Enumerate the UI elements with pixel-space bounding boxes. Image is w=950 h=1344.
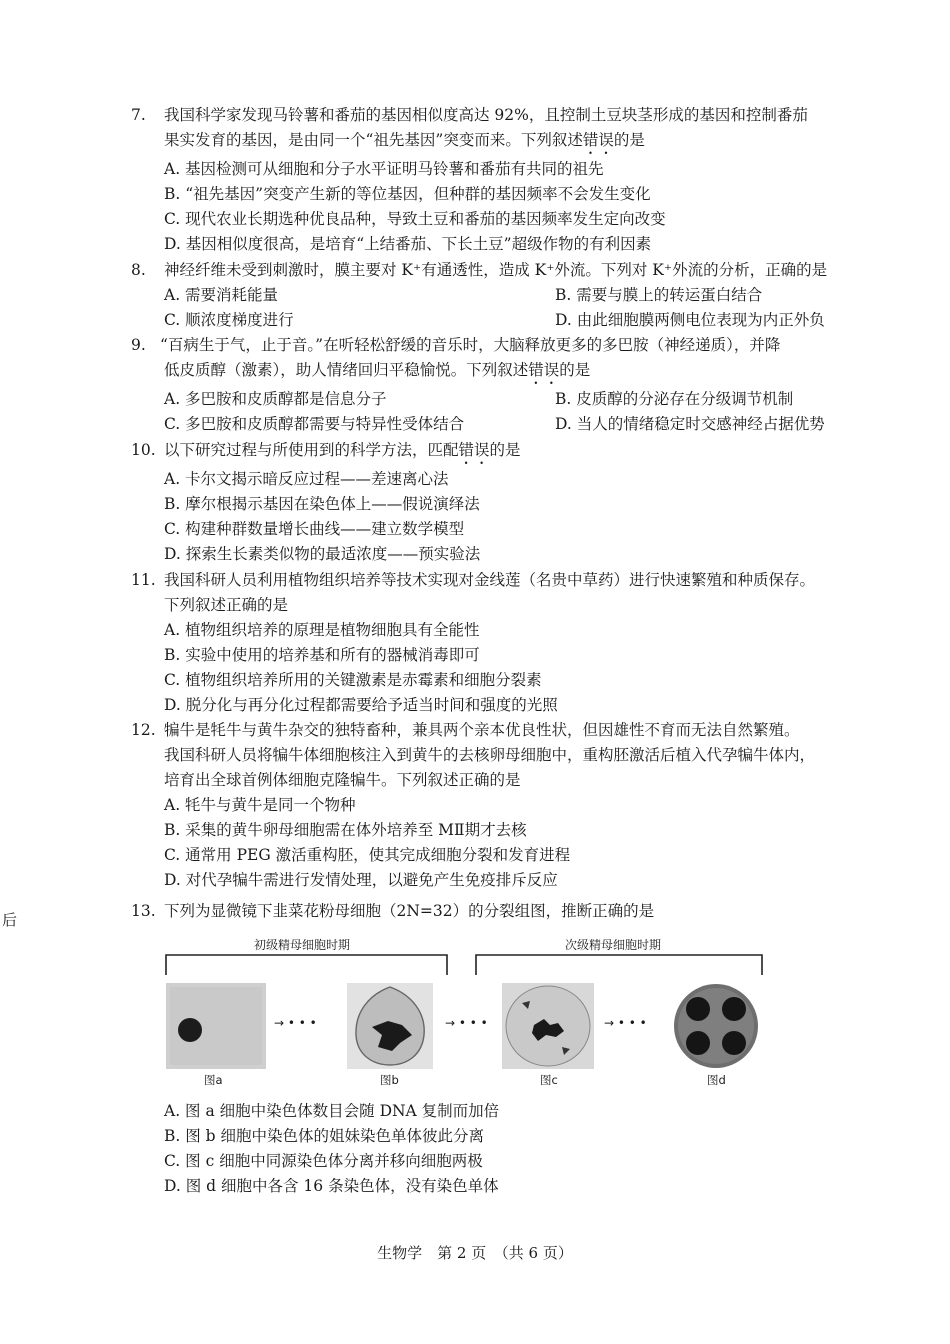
question-stem-line xyxy=(164,438,521,468)
emphasis-text: 错误 xyxy=(582,131,614,149)
option-b: B. 图 b 细胞中染色体的姐妹染色单体彼此分离 xyxy=(164,1127,485,1145)
option-d: D. 当人的情绪稳定时交感神经占据优势 xyxy=(555,415,825,433)
stem-text: 以下研究过程与所使用到的科学方法，匹配 xyxy=(164,441,459,459)
question-stem-line: 我国科研人员将犏牛体细胞核注入到黄牛的去核卵母细胞中，重构胚激活后植入代孕犏牛体内， xyxy=(164,746,816,764)
question-number: 8. xyxy=(131,261,146,279)
nucleus-d1 xyxy=(686,997,710,1021)
question-number: 12. xyxy=(131,721,156,739)
question-stem-line: 犏牛是牦牛与黄牛杂交的独特畜种，兼具两个亲本优良性状，但因雄性不育而无法自然繁殖。 xyxy=(164,721,800,739)
option-d: D. 探索生长素类似物的最适浓度——预实验法 xyxy=(164,545,481,563)
question-stem-line: “百病生于气，止于音。”在听轻松舒缓的音乐时，大脑释放更多的多巴胺（神经递质），并降 xyxy=(160,336,781,354)
option-c: C. 构建种群数量增长曲线——建立数学模型 xyxy=(164,520,465,538)
option-b: B. 采集的黄牛卵母细胞需在体外培养至 MⅡ期才去核 xyxy=(164,821,527,839)
option-a: A. 图 a 细胞中染色体数目会随 DNA 复制而加倍 xyxy=(164,1102,500,1120)
option-d: D. 基因相似度很高，是培育“上结番茄、下长土豆”超级作物的有利因素 xyxy=(164,235,652,253)
arrow-ellipsis: → • • • xyxy=(604,1016,647,1030)
question-stem-line: 我国科研人员利用植物组织培养等技术实现对金线莲（名贵中草药）进行快速繁殖和种质保存。 xyxy=(164,571,816,589)
option-a: A. 多巴胺和皮质醇都是信息分子 xyxy=(164,390,387,408)
stem-tail: 的是 xyxy=(613,131,645,149)
bracket-secondary xyxy=(476,955,762,975)
emphasis-text: 错误 xyxy=(528,361,560,379)
stem-tail: 的是 xyxy=(489,441,521,459)
stem-text: 果实发育的基因，是由同一个“祖先基因”突变而来。下列叙述 xyxy=(164,131,583,149)
figure-label-a: 图a xyxy=(204,1073,223,1087)
emphasis-text: 错误 xyxy=(458,441,490,459)
question-stem-line: 神经纤维未受到刺激时，膜主要对 K⁺有通透性，造成 K⁺外流。下列对 K⁺外流的分析，正确的是 xyxy=(164,261,828,279)
option-b: B. 摩尔根揭示基因在染色体上——假说演绎法 xyxy=(164,495,480,513)
option-d: D. 对代孕犏牛需进行发情处理，以避免产生免疫排斥反应 xyxy=(164,871,558,889)
option-c: C. 图 c 细胞中同源染色体分离并移向细胞两极 xyxy=(164,1152,483,1170)
nucleus-d2 xyxy=(722,997,746,1021)
option-d: D. 由此细胞膜两侧电位表现为内正外负 xyxy=(555,311,825,329)
page-footer: 生物学 第 2 页 （共 6 页） xyxy=(377,1244,573,1262)
meiosis-figure xyxy=(150,935,790,1090)
question-number: 11. xyxy=(131,571,156,589)
question-number: 10. xyxy=(131,441,156,459)
option-b: B. 需要与膜上的转运蛋白结合 xyxy=(555,286,763,304)
question-stem-line: 培育出全球首例体细胞克隆犏牛。下列叙述正确的是 xyxy=(164,771,521,789)
stem-tail: 的是 xyxy=(559,361,591,379)
margin-character: 后 xyxy=(2,911,18,929)
question-number: 13. xyxy=(131,902,156,920)
phase-label-secondary: 次级精母细胞时期 xyxy=(565,938,662,952)
figure-label-d: 图d xyxy=(707,1073,726,1087)
option-b: B. “祖先基因”突变产生新的等位基因，但种群的基因频率不会发生变化 xyxy=(164,185,651,203)
nucleus-d3 xyxy=(686,1031,710,1055)
bracket-primary xyxy=(166,955,447,975)
nucleus-d4 xyxy=(722,1031,746,1055)
question-stem-line: 下列叙述正确的是 xyxy=(164,596,289,614)
figure-graphics xyxy=(150,935,790,1090)
arrow-ellipsis: → • • • xyxy=(445,1016,488,1030)
option-a: A. 卡尔文揭示暗反应过程——差速离心法 xyxy=(164,470,449,488)
figure-label-b: 图b xyxy=(380,1073,399,1087)
nucleus-a xyxy=(178,1018,202,1042)
stem-text: 低皮质醇（激素），助人情绪回归平稳愉悦。下列叙述 xyxy=(164,361,529,379)
option-d: D. 图 d 细胞中各含 16 条染色体，没有染色单体 xyxy=(164,1177,499,1195)
option-c: C. 通常用 PEG 激活重构胚，使其完成细胞分裂和发育进程 xyxy=(164,846,571,864)
question-number: 9. xyxy=(131,336,146,354)
option-a: A. 基因检测可从细胞和分子水平证明马铃薯和番茄有共同的祖先 xyxy=(164,160,604,178)
arrow-ellipsis: → • • • xyxy=(274,1016,317,1030)
question-stem-line xyxy=(164,358,590,388)
option-b: B. 实验中使用的培养基和所有的器械消毒即可 xyxy=(164,646,480,664)
option-b: B. 皮质醇的分泌存在分级调节机制 xyxy=(555,390,794,408)
option-a: A. 需要消耗能量 xyxy=(164,286,279,304)
option-d: D. 脱分化与再分化过程都需要给予适当时间和强度的光照 xyxy=(164,696,558,714)
figure-label-c: 图c xyxy=(540,1073,558,1087)
option-a: A. 植物组织培养的原理是植物细胞具有全能性 xyxy=(164,621,480,639)
question-stem-line xyxy=(164,128,645,158)
option-c: C. 植物组织培养所用的关键激素是赤霉素和细胞分裂素 xyxy=(164,671,542,689)
question-stem-line: 下列为显微镜下韭菜花粉母细胞（2N=32）的分裂组图，推断正确的是 xyxy=(164,902,655,920)
option-c: C. 顺浓度梯度进行 xyxy=(164,311,294,329)
option-c: C. 现代农业长期选种优良品种，导致土豆和番茄的基因频率发生定向改变 xyxy=(164,210,666,228)
question-stem-line: 我国科学家发现马铃薯和番茄的基因相似度高达 92%，且控制土豆块茎形成的基因和控制番茄 xyxy=(164,106,808,124)
phase-label-primary: 初级精母细胞时期 xyxy=(254,938,351,952)
option-a: A. 牦牛与黄牛是同一个物种 xyxy=(164,796,356,814)
option-c: C. 多巴胺和皮质醇都需要与特异性受体结合 xyxy=(164,415,465,433)
question-number: 7. xyxy=(131,106,146,124)
